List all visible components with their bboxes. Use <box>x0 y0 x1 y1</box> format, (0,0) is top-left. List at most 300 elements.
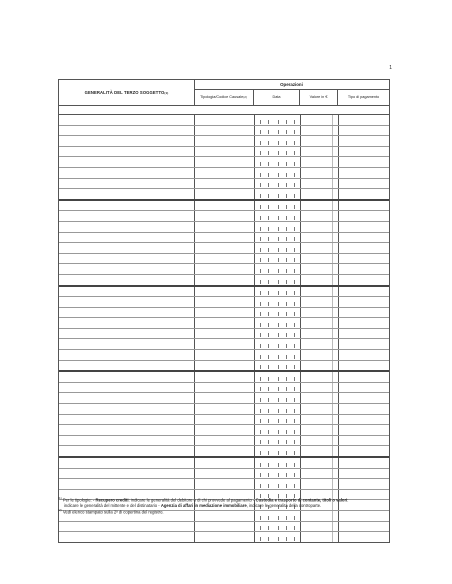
date-tick <box>268 194 269 198</box>
date-tick <box>268 430 269 434</box>
date-tick <box>278 526 279 530</box>
column-subdivider <box>332 168 333 178</box>
column-divider <box>254 222 255 232</box>
date-tick <box>268 463 269 467</box>
date-tick <box>286 205 287 209</box>
column-divider <box>300 446 301 456</box>
col-header-value <box>300 89 338 105</box>
date-tick <box>294 323 295 327</box>
date-tick <box>278 151 279 155</box>
column-divider <box>194 350 195 360</box>
column-divider <box>338 297 339 307</box>
table-row <box>59 318 389 329</box>
date-tick <box>260 516 261 520</box>
column-divider <box>254 372 255 382</box>
table-row <box>59 157 389 168</box>
column-subdivider <box>332 115 333 125</box>
date-tick <box>286 237 287 241</box>
date-tick <box>286 440 287 444</box>
date-tick <box>278 484 279 488</box>
date-tick <box>260 323 261 327</box>
date-tick <box>278 141 279 145</box>
column-divider <box>300 136 301 146</box>
table-row <box>59 458 389 469</box>
table-row <box>59 254 389 265</box>
table-row <box>59 222 389 233</box>
col-header-type <box>194 89 254 105</box>
date-tick <box>268 173 269 177</box>
date-tick <box>278 120 279 124</box>
date-tick <box>260 162 261 166</box>
column-subdivider <box>332 287 333 297</box>
column-divider <box>254 436 255 446</box>
date-tick <box>260 194 261 198</box>
date-tick <box>260 248 261 252</box>
column-divider <box>194 126 195 136</box>
column-subdivider <box>332 425 333 435</box>
date-tick <box>278 227 279 231</box>
column-divider <box>300 233 301 243</box>
column-divider <box>300 201 301 211</box>
column-divider <box>338 126 339 136</box>
column-divider <box>194 372 195 382</box>
column-divider <box>338 157 339 167</box>
column-divider <box>254 308 255 318</box>
row-group <box>59 372 389 458</box>
date-tick <box>294 216 295 220</box>
column-subdivider <box>332 458 333 468</box>
table-row <box>59 329 389 340</box>
footnote-2 <box>58 508 398 515</box>
date-tick <box>278 365 279 369</box>
date-tick <box>268 323 269 327</box>
table-row <box>59 425 389 436</box>
column-divider <box>194 243 195 253</box>
date-tick <box>268 227 269 231</box>
table-row <box>59 201 389 212</box>
date-tick <box>278 419 279 423</box>
column-subdivider <box>332 222 333 232</box>
date-tick <box>278 291 279 295</box>
date-tick <box>294 248 295 252</box>
date-tick <box>278 430 279 434</box>
row-group <box>59 201 389 287</box>
date-tick <box>294 141 295 145</box>
date-tick <box>278 333 279 337</box>
column-divider <box>194 211 195 221</box>
column-divider <box>300 404 301 414</box>
column-subdivider <box>332 126 333 136</box>
column-divider <box>338 350 339 360</box>
date-tick <box>260 312 261 316</box>
column-divider <box>338 287 339 297</box>
date-tick <box>294 312 295 316</box>
table-row <box>59 275 389 285</box>
date-tick <box>286 377 287 381</box>
column-divider <box>300 211 301 221</box>
date-tick <box>260 258 261 262</box>
date-tick <box>294 473 295 477</box>
date-tick <box>294 398 295 402</box>
column-divider <box>254 446 255 456</box>
date-tick <box>294 463 295 467</box>
date-tick <box>294 151 295 155</box>
date-tick <box>294 344 295 348</box>
column-divider <box>254 243 255 253</box>
date-tick <box>278 130 279 134</box>
column-divider <box>338 393 339 403</box>
footnote-2-text: Vedi elenco stampato sulla 2ª di copertina del registro. <box>62 509 164 515</box>
column-divider <box>194 532 195 542</box>
column-divider <box>338 383 339 393</box>
column-divider <box>254 404 255 414</box>
date-tick <box>268 269 269 273</box>
column-divider <box>254 318 255 328</box>
footnote-1-bold-b: Custodia e trasporto di contante, titoli o valori <box>255 497 348 503</box>
column-divider <box>194 458 195 468</box>
date-tick <box>286 151 287 155</box>
date-tick <box>268 237 269 241</box>
column-subdivider <box>332 522 333 532</box>
date-tick <box>268 312 269 316</box>
table-body <box>59 115 389 542</box>
col-value-label: Valore in € <box>309 95 328 99</box>
column-divider <box>254 339 255 349</box>
column-divider <box>338 264 339 274</box>
date-tick <box>260 377 261 381</box>
column-divider <box>194 233 195 243</box>
date-tick <box>260 151 261 155</box>
date-tick <box>278 537 279 541</box>
column-divider <box>194 189 195 199</box>
date-tick <box>286 463 287 467</box>
column-subdivider <box>332 350 333 360</box>
date-tick <box>278 205 279 209</box>
column-divider <box>254 168 255 178</box>
column-divider <box>338 425 339 435</box>
date-tick <box>278 398 279 402</box>
column-subdivider <box>332 211 333 221</box>
date-tick <box>260 302 261 306</box>
date-tick <box>286 516 287 520</box>
column-divider <box>338 415 339 425</box>
date-tick <box>268 355 269 359</box>
column-divider <box>338 222 339 232</box>
date-tick <box>260 269 261 273</box>
column-divider <box>338 201 339 211</box>
column-divider <box>254 522 255 532</box>
date-tick <box>260 484 261 488</box>
date-tick <box>278 463 279 467</box>
column-subdivider <box>332 318 333 328</box>
column-subdivider <box>332 308 333 318</box>
column-divider <box>300 339 301 349</box>
column-divider <box>194 308 195 318</box>
date-tick <box>278 248 279 252</box>
date-tick <box>278 258 279 262</box>
date-tick <box>286 473 287 477</box>
column-subdivider <box>332 201 333 211</box>
column-subdivider <box>332 532 333 542</box>
date-tick <box>294 355 295 359</box>
column-divider <box>300 532 301 542</box>
date-tick <box>278 440 279 444</box>
column-divider <box>300 308 301 318</box>
column-subdivider <box>332 243 333 253</box>
footnote-1-text-e: , indicare le generalità della controparte. <box>246 502 322 508</box>
date-tick <box>268 516 269 520</box>
date-tick <box>268 120 269 124</box>
date-tick <box>260 333 261 337</box>
column-divider <box>338 275 339 285</box>
date-tick <box>294 183 295 187</box>
column-divider <box>254 179 255 189</box>
date-tick <box>268 280 269 284</box>
column-divider <box>194 264 195 274</box>
table-row <box>59 339 389 350</box>
date-tick <box>286 130 287 134</box>
table-row <box>59 115 389 126</box>
column-divider <box>194 339 195 349</box>
column-divider <box>338 308 339 318</box>
column-divider <box>338 168 339 178</box>
column-divider <box>338 189 339 199</box>
column-divider <box>194 318 195 328</box>
table-row <box>59 168 389 179</box>
column-divider <box>300 222 301 232</box>
column-divider <box>194 329 195 339</box>
date-tick <box>294 291 295 295</box>
date-tick <box>286 291 287 295</box>
date-tick <box>268 130 269 134</box>
column-divider <box>300 189 301 199</box>
footnote-1-mark: (1) <box>58 496 62 500</box>
third-party-header <box>59 80 195 105</box>
column-divider <box>254 201 255 211</box>
column-divider <box>194 147 195 157</box>
date-tick <box>268 526 269 530</box>
column-subdivider <box>332 147 333 157</box>
date-tick <box>278 451 279 455</box>
column-subdivider <box>332 469 333 479</box>
date-tick <box>268 537 269 541</box>
page-number: 1 <box>389 65 392 71</box>
date-tick <box>268 151 269 155</box>
column-divider <box>254 147 255 157</box>
date-tick <box>268 409 269 413</box>
date-tick <box>286 258 287 262</box>
column-divider <box>338 318 339 328</box>
date-tick <box>294 484 295 488</box>
date-tick <box>278 162 279 166</box>
column-divider <box>194 415 195 425</box>
date-tick <box>260 365 261 369</box>
column-divider <box>194 479 195 489</box>
date-tick <box>268 473 269 477</box>
col-payment-label: Tipo di pagamento <box>347 95 380 99</box>
date-tick <box>294 451 295 455</box>
date-tick <box>286 323 287 327</box>
column-divider <box>338 233 339 243</box>
column-subdivider <box>332 275 333 285</box>
column-divider <box>300 350 301 360</box>
column-subdivider <box>332 264 333 274</box>
third-party-note: (1) <box>164 90 169 95</box>
column-divider <box>194 287 195 297</box>
column-divider <box>338 179 339 189</box>
date-tick <box>278 216 279 220</box>
table-row <box>59 404 389 415</box>
table-row <box>59 436 389 447</box>
date-tick <box>286 302 287 306</box>
table-row <box>59 350 389 361</box>
footnote-2-mark: (2) <box>58 508 62 513</box>
date-tick <box>286 120 287 124</box>
date-tick <box>268 398 269 402</box>
column-divider <box>338 211 339 221</box>
date-tick <box>286 387 287 391</box>
date-tick <box>294 440 295 444</box>
column-divider <box>194 179 195 189</box>
date-tick <box>260 216 261 220</box>
column-divider <box>338 147 339 157</box>
column-divider <box>254 350 255 360</box>
date-tick <box>268 141 269 145</box>
date-tick <box>286 355 287 359</box>
date-tick <box>268 216 269 220</box>
date-tick <box>260 280 261 284</box>
date-tick <box>286 269 287 273</box>
col-header-date <box>254 89 300 105</box>
register-table <box>58 79 390 543</box>
footnote-1 <box>58 496 398 503</box>
column-divider <box>300 126 301 136</box>
table-row <box>59 415 389 426</box>
col-type-note: (2) <box>243 95 247 99</box>
column-divider <box>194 522 195 532</box>
column-divider <box>338 446 339 456</box>
date-tick <box>260 440 261 444</box>
table-row <box>59 243 389 254</box>
column-divider <box>194 425 195 435</box>
footnotes <box>58 496 398 515</box>
date-tick <box>294 130 295 134</box>
date-tick <box>294 280 295 284</box>
column-subdivider <box>332 179 333 189</box>
column-divider <box>194 393 195 403</box>
column-divider <box>300 264 301 274</box>
column-divider <box>338 361 339 371</box>
column-divider <box>254 233 255 243</box>
date-tick <box>286 419 287 423</box>
footnote-1-text-d: indicare le generalità del mittente e del distinatario - <box>64 502 161 508</box>
table-header <box>59 80 389 106</box>
date-tick <box>286 312 287 316</box>
column-divider <box>338 136 339 146</box>
date-tick <box>294 430 295 434</box>
column-divider <box>300 522 301 532</box>
date-tick <box>294 205 295 209</box>
date-tick <box>268 183 269 187</box>
date-tick <box>286 526 287 530</box>
column-divider <box>254 425 255 435</box>
date-tick <box>260 451 261 455</box>
table-row <box>59 287 389 298</box>
column-subdivider <box>332 361 333 371</box>
column-divider <box>338 436 339 446</box>
column-divider <box>254 329 255 339</box>
date-tick <box>286 227 287 231</box>
date-tick <box>268 377 269 381</box>
date-tick <box>286 409 287 413</box>
column-divider <box>300 415 301 425</box>
date-tick <box>278 409 279 413</box>
column-divider <box>300 436 301 446</box>
column-divider <box>194 136 195 146</box>
table-row <box>59 383 389 394</box>
table-row <box>59 446 389 456</box>
date-tick <box>260 355 261 359</box>
column-divider <box>194 383 195 393</box>
column-divider <box>254 275 255 285</box>
column-subdivider <box>332 297 333 307</box>
date-tick <box>268 291 269 295</box>
date-tick <box>294 526 295 530</box>
column-divider <box>338 479 339 489</box>
table-row <box>59 136 389 147</box>
date-tick <box>260 409 261 413</box>
column-divider <box>254 189 255 199</box>
date-tick <box>278 516 279 520</box>
date-tick <box>294 537 295 541</box>
column-divider <box>194 254 195 264</box>
column-divider <box>300 469 301 479</box>
date-tick <box>278 323 279 327</box>
date-tick <box>286 280 287 284</box>
column-subdivider <box>332 446 333 456</box>
table-row <box>59 233 389 244</box>
date-tick <box>286 162 287 166</box>
date-tick <box>294 269 295 273</box>
table-row <box>59 264 389 275</box>
date-tick <box>286 216 287 220</box>
column-divider <box>300 168 301 178</box>
date-tick <box>286 451 287 455</box>
column-divider <box>194 222 195 232</box>
date-tick <box>286 173 287 177</box>
date-tick <box>278 377 279 381</box>
date-tick <box>294 387 295 391</box>
column-subdivider <box>332 339 333 349</box>
date-tick <box>278 312 279 316</box>
date-tick <box>260 344 261 348</box>
column-divider <box>338 404 339 414</box>
date-tick <box>260 419 261 423</box>
column-divider <box>300 318 301 328</box>
date-tick <box>268 258 269 262</box>
column-divider <box>254 383 255 393</box>
date-tick <box>268 451 269 455</box>
column-subdivider <box>332 415 333 425</box>
column-divider <box>194 201 195 211</box>
column-divider <box>254 115 255 125</box>
date-tick <box>294 419 295 423</box>
date-tick <box>260 183 261 187</box>
date-tick <box>286 430 287 434</box>
column-subdivider <box>332 189 333 199</box>
footnote-1-text-c: : <box>347 497 349 503</box>
date-tick <box>278 194 279 198</box>
